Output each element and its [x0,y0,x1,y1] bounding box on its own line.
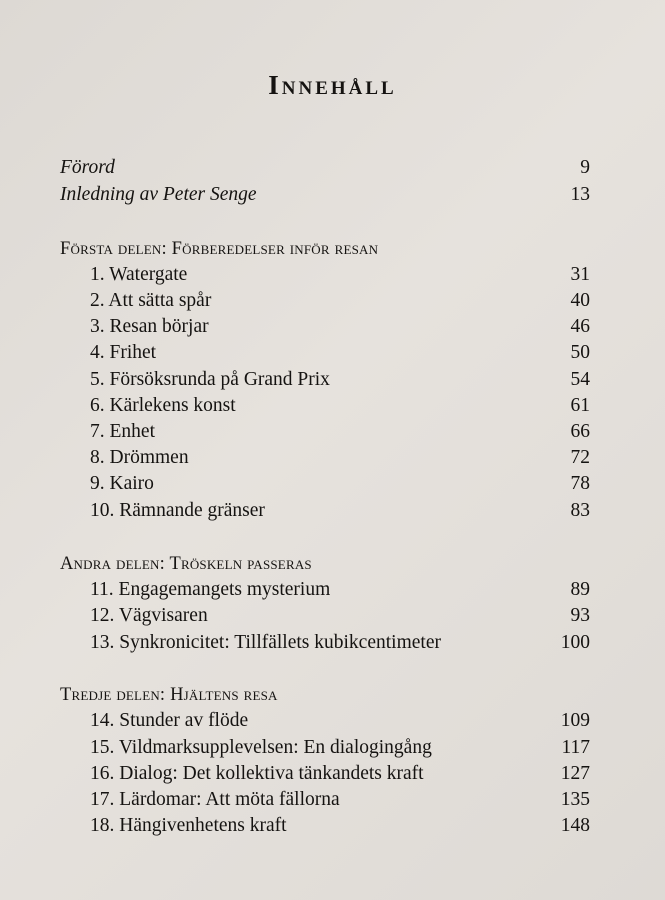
toc-label: 10. Rämnande gränser [90,500,265,521]
toc-page-number: 13 [570,184,590,205]
toc-page-number: 61 [570,395,590,416]
toc-page-number: 50 [570,342,590,363]
toc-page-number: 54 [570,369,590,390]
toc-label: 13. Synkronicitet: Tillfällets kubikcentimeter [90,632,441,653]
toc-page-number: 109 [560,710,590,731]
toc-row [60,708,590,734]
toc-page-number: 100 [560,632,590,653]
toc-page-number: 66 [570,421,590,442]
page-title: Innehåll [268,70,397,100]
toc-page-number: 89 [570,579,590,600]
toc-row [60,603,590,629]
toc-page-number: 46 [570,316,590,337]
toc-label: 7. Enhet [90,421,155,442]
toc-row [60,262,590,288]
part-heading-1: Första delen: Förberedelser inför resan [60,239,379,259]
toc-row [60,393,590,419]
toc-label: 5. Försöksrunda på Grand Prix [90,369,330,390]
toc-row [60,761,590,787]
toc-page-number: 135 [560,789,590,810]
toc-row [60,288,590,314]
toc-label: 15. Vildmarksupplevelsen: En dialogingång [90,737,432,758]
toc-page-number: 148 [560,815,590,836]
toc-row [60,813,590,839]
toc-page-number: 31 [570,264,590,285]
toc-label: 18. Hängivenhetens kraft [90,815,287,836]
toc-page-number: 9 [580,157,590,178]
toc-label: 8. Drömmen [90,447,189,468]
toc-label: 2. Att sätta spår [90,290,212,311]
part-heading-3: Tredje delen: Hjältens resa [60,685,278,705]
toc-page-number: 93 [570,605,590,626]
toc-row [60,419,590,445]
toc-row [60,314,590,340]
toc-label: 4. Frihet [90,342,157,363]
toc-label: Inledning av Peter Senge [60,184,257,205]
toc-row [60,787,590,813]
toc-row [60,498,590,524]
toc-label: 11. Engagemangets mysterium [90,579,331,600]
part-heading-2: Andra delen: Tröskeln passeras [60,554,312,574]
toc-label: 3. Resan börjar [90,316,209,337]
toc-label: 9. Kairo [90,473,154,494]
toc-page-number: 72 [570,447,590,468]
toc-label: 12. Vägvisaren [90,605,208,626]
toc-page-number: 78 [570,473,590,494]
toc-row [60,471,590,497]
toc-page-number: 40 [570,290,590,311]
toc-row [60,735,590,761]
toc-row [60,630,590,656]
toc-row-introduction [60,182,590,208]
toc-row [60,445,590,471]
toc-label: 1. Watergate [90,264,188,285]
toc-label: Förord [60,157,115,178]
toc-row [60,367,590,393]
toc-label: 14. Stunder av flöde [90,710,249,731]
toc-label: 6. Kärlekens konst [90,395,236,416]
toc-page-number: 83 [570,500,590,521]
toc-page-number: 117 [561,737,590,758]
toc-row-foreword [60,155,590,181]
toc-row [60,577,590,603]
toc-page-number: 127 [560,763,590,784]
toc-row [60,340,590,366]
toc-label: 16. Dialog: Det kollektiva tänkandets kraft [90,763,424,784]
toc-label: 17. Lärdomar: Att möta fällorna [90,789,340,810]
